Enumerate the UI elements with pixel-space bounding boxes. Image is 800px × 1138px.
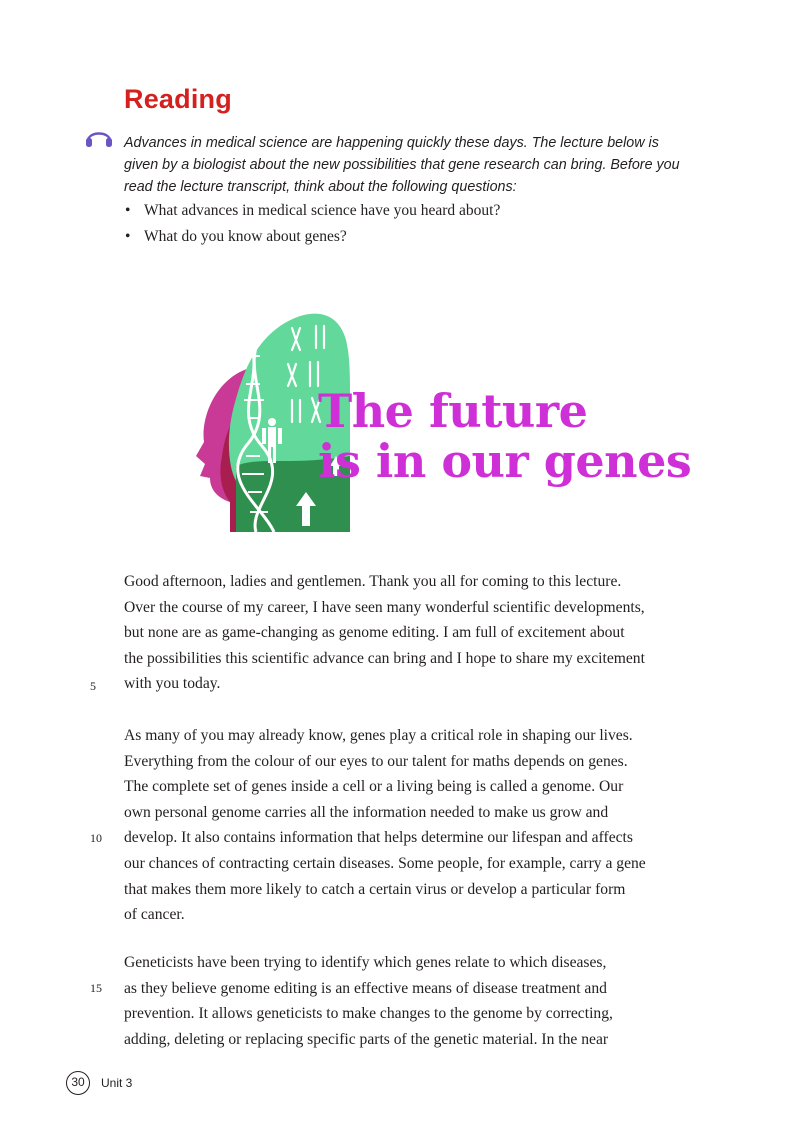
text-line: adding, deleting or replacing specific parts of the genetic material. In the near [124, 1030, 609, 1048]
page-number: 30 [66, 1071, 90, 1095]
line-number: 5 [90, 679, 96, 693]
text-line: that makes them more likely to catch a certain virus or develop a particular form [124, 880, 626, 898]
text-line: with you today. [124, 675, 221, 693]
text-line: own personal genome carries all the information needed to make us grow and [124, 803, 609, 821]
text-line: as they believe genome editing is an effective means of disease treatment and [124, 979, 607, 997]
question-item: • What advances in medical science have you heard about? [124, 198, 500, 224]
text-line: Over the course of my career, I have seen many wonderful scientific developments, [124, 598, 645, 616]
line-number: 10 [90, 831, 102, 845]
text-line: but none are as game-changing as genome editing. I am full of excitement about [124, 624, 625, 642]
text-line: The complete set of genes inside a cell or a living being is called a genome. Our [124, 778, 624, 796]
paragraph-1 [124, 569, 704, 697]
headphones-icon[interactable] [84, 124, 114, 148]
text-line: prevention. It allows geneticists to make changes to the genome by correcting, [124, 1005, 613, 1023]
question-list [124, 198, 500, 250]
article-title-line: The future [318, 384, 588, 438]
text-line: Good afternoon, ladies and gentlemen. Thank you all for coming to this lecture. [124, 573, 622, 590]
text-line: the possibilities this scientific advance can bring and I hope to share my excitement [124, 649, 645, 667]
text-line: of cancer. [124, 906, 185, 924]
text-line: As many of you may already know, genes play a critical role in shaping our lives. [124, 727, 633, 744]
text-line: our chances of contracting certain diseases. Some people, for example, carry a gene [124, 854, 646, 872]
text-line: Everything from the colour of our eyes to our talent for maths depends on genes. [124, 752, 628, 770]
line-number: 15 [90, 981, 102, 995]
paragraph-2 [124, 723, 704, 928]
article-title [318, 386, 691, 486]
text-line: Geneticists have been trying to identify which genes relate to which diseases, [124, 954, 607, 971]
unit-label: Unit 3 [101, 1076, 133, 1090]
intro-text: Advances in medical science are happening quickly these days. The lecture below is given by a biologist about the new possibilities that gene research can bring. Before you read the lecture transcript, think about the following questions: [124, 135, 680, 195]
question-item: • What do you know about genes? [124, 224, 500, 250]
article-title-line: is in our genes [318, 434, 692, 488]
paragraph-3 [124, 950, 704, 1052]
section-heading: Reading [124, 84, 232, 114]
text-line: develop. It also contains information that helps determine our lifespan and affects [124, 829, 633, 847]
